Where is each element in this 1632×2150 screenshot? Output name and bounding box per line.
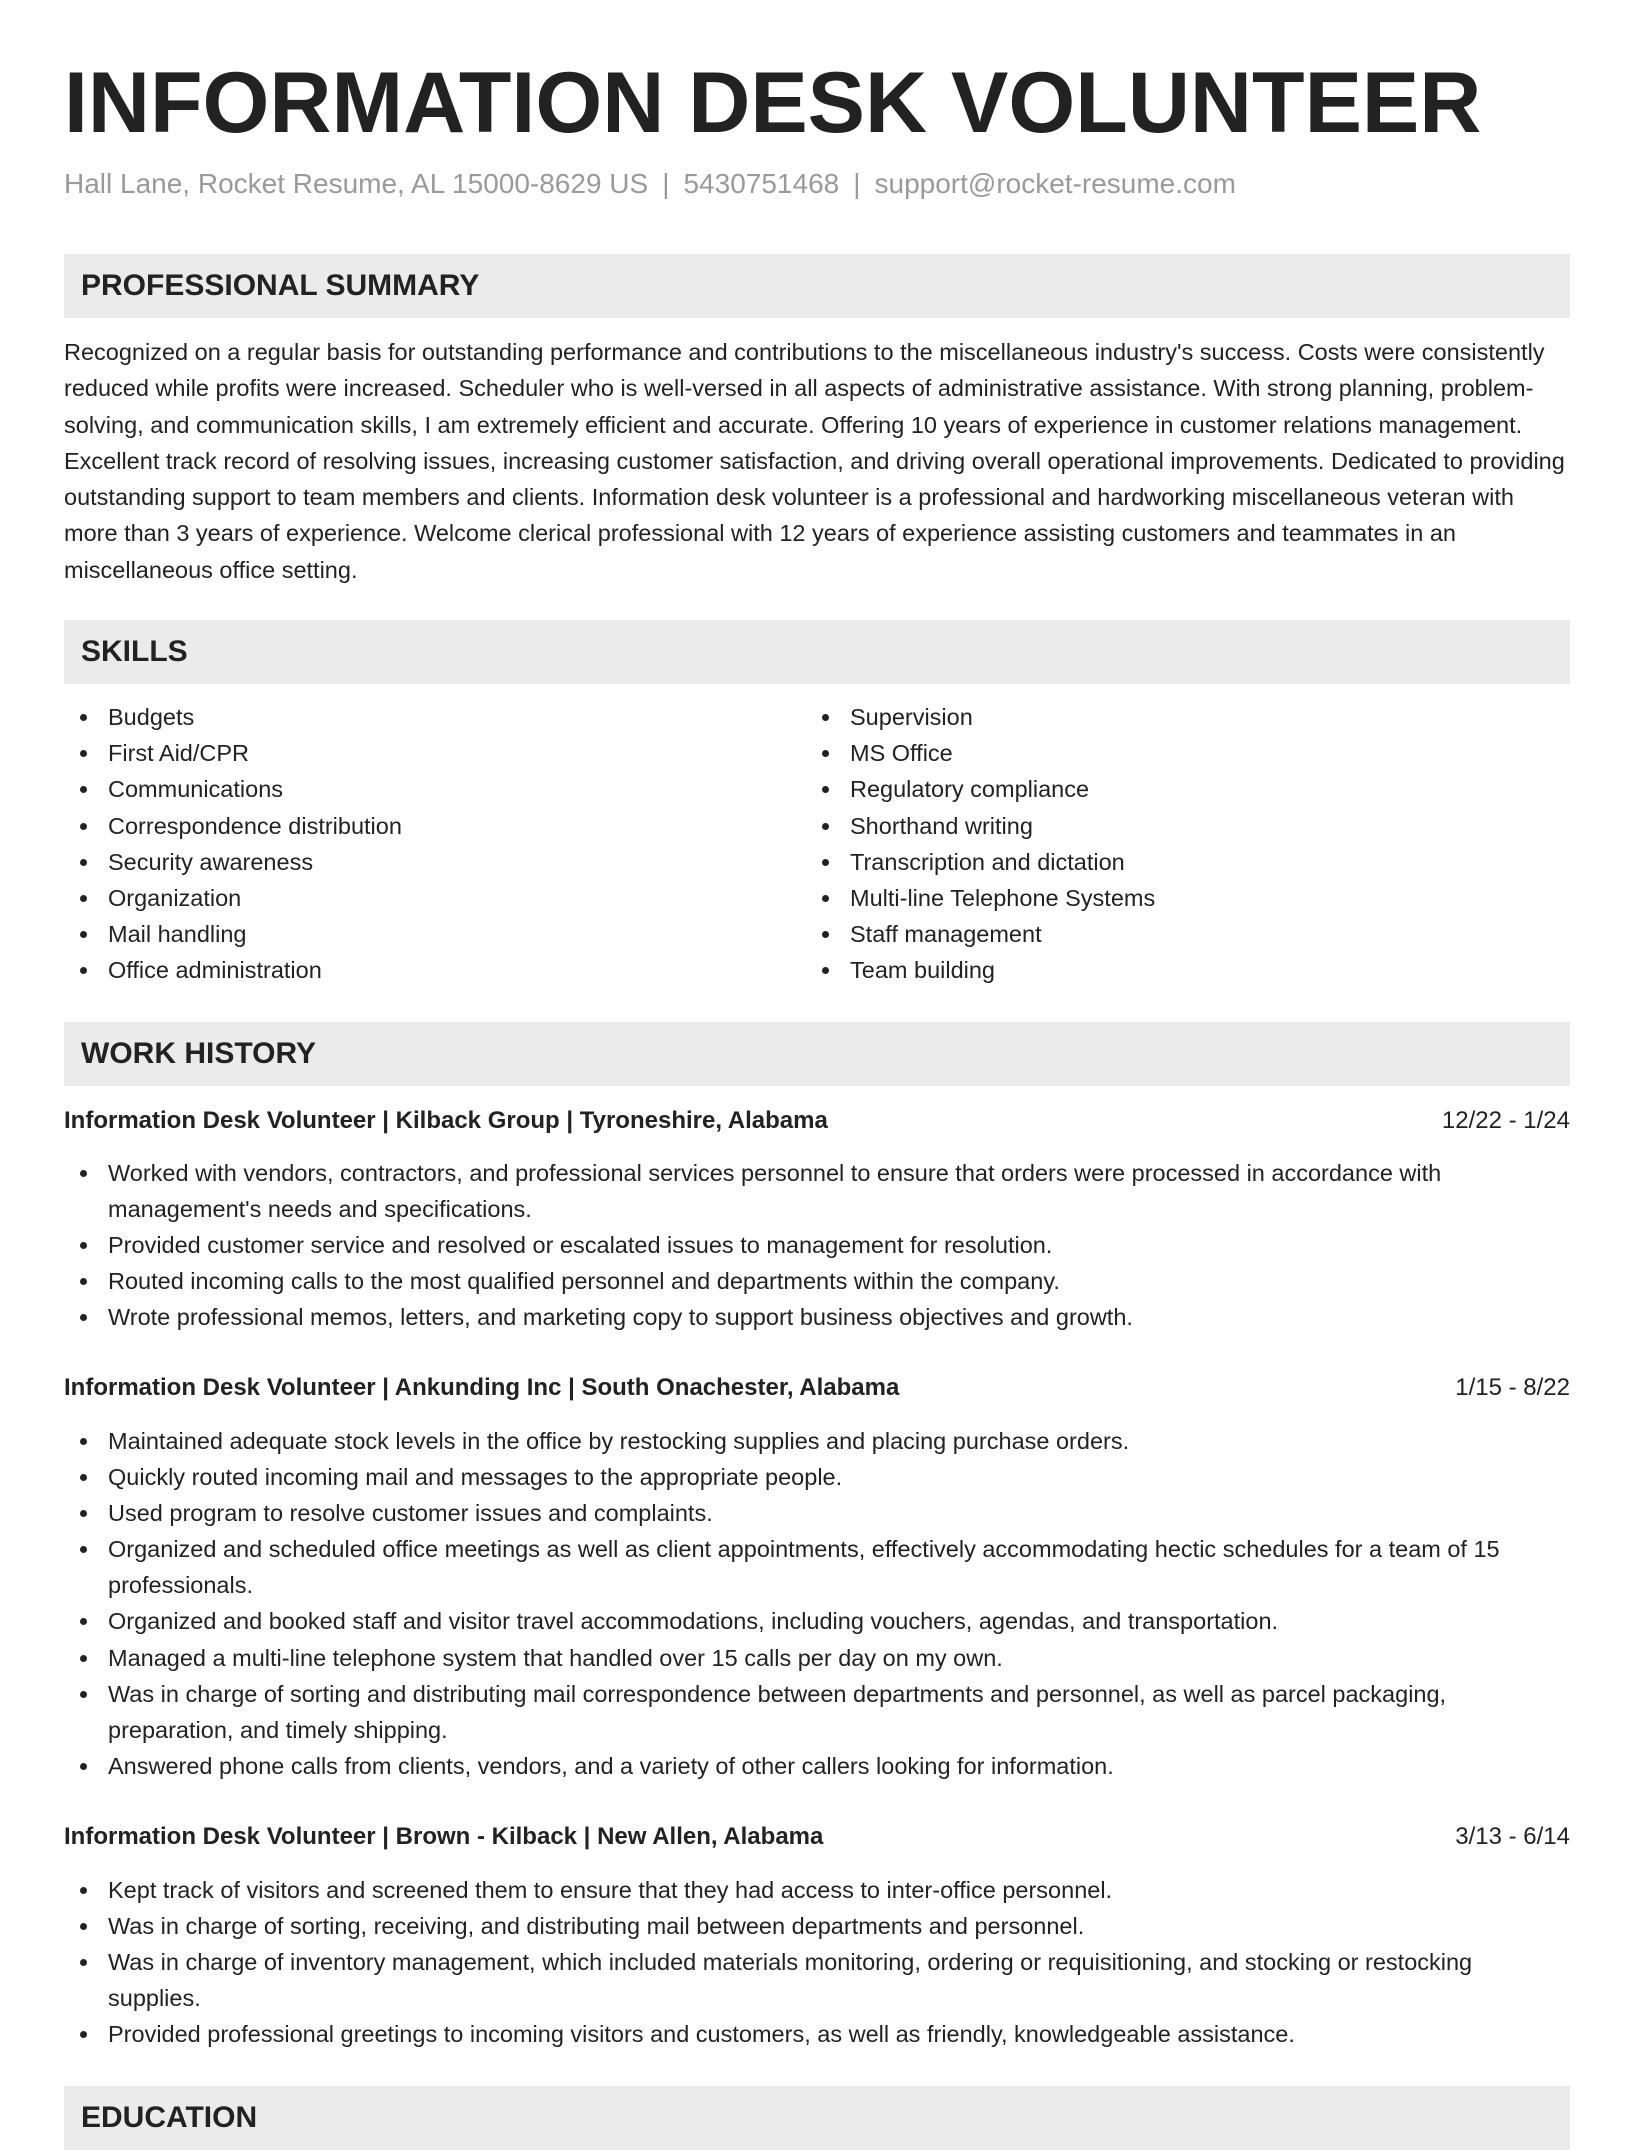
skill-item: Mail handling	[64, 916, 764, 952]
job-dates: 3/13 - 6/14	[1455, 1823, 1570, 1850]
job-bullet: Was in charge of sorting and distributing mail correspondence between departments and personnel, as well as parcel packaging, preparation, and timely shipping.	[64, 1676, 1570, 1748]
contact-separator: |	[853, 168, 861, 199]
contact-line	[64, 166, 1236, 202]
skill-item: Organization	[64, 880, 764, 916]
skill-item: Budgets	[64, 699, 764, 735]
skill-item: Staff management	[806, 916, 1506, 952]
contact-address: Hall Lane, Rocket Resume, AL 15000-8629 US	[64, 168, 649, 199]
contact-separator: |	[662, 168, 670, 199]
section-header-summary: PROFESSIONAL SUMMARY	[64, 254, 1570, 318]
job-dates: 12/22 - 1/24	[1441, 1107, 1570, 1134]
skill-item: Communications	[64, 771, 764, 807]
job-bullet: Routed incoming calls to the most qualified personnel and departments within the company.	[64, 1263, 1570, 1299]
job-bullet: Kept track of visitors and screened them to ensure that they had access to inter-office personnel.	[64, 1872, 1570, 1908]
job-bullet: Was in charge of inventory management, which included materials monitoring, ordering or requisitioning, and stocking or restocking supplies.	[64, 1944, 1570, 2016]
job-bullet: Provided customer service and resolved or escalated issues to management for resolution.	[64, 1227, 1570, 1263]
skill-item: MS Office	[806, 735, 1506, 771]
job-bullet-list	[64, 1155, 1570, 1335]
job-header	[64, 1103, 1570, 1139]
job-bullet: Organized and scheduled office meetings as well as client appointments, effectively accommodating hectic schedules for a team of 15 professionals.	[64, 1531, 1570, 1603]
section-header-work-history: WORK HISTORY	[64, 1022, 1570, 1086]
job-bullet: Used program to resolve customer issues and complaints.	[64, 1495, 1570, 1531]
job-bullet: Wrote professional memos, letters, and marketing copy to support business objectives and growth.	[64, 1299, 1570, 1335]
job-bullet-list	[64, 1872, 1570, 2052]
job-dates: 1/15 - 8/22	[1455, 1374, 1570, 1401]
contact-email: support@rocket-resume.com	[874, 168, 1236, 199]
job-bullet: Quickly routed incoming mail and messages to the appropriate people.	[64, 1459, 1570, 1495]
skill-item: Multi-line Telephone Systems	[806, 880, 1506, 916]
job-title: Information Desk Volunteer | Kilback Group | Tyroneshire, Alabama	[64, 1107, 828, 1134]
candidate-name: INFORMATION DESK VOLUNTEER	[64, 55, 1482, 151]
skill-item: Regulatory compliance	[806, 771, 1506, 807]
skill-item: Transcription and dictation	[806, 844, 1506, 880]
section-header-education: EDUCATION	[64, 2086, 1570, 2150]
contact-phone: 5430751468	[683, 168, 840, 199]
job-bullet: Answered phone calls from clients, vendors, and a variety of other callers looking for information.	[64, 1748, 1570, 1784]
job-bullet: Provided professional greetings to incoming visitors and customers, as well as friendly, knowledgeable assistance.	[64, 2016, 1570, 2052]
job-bullet-list	[64, 1423, 1570, 1784]
job-bullet: Worked with vendors, contractors, and professional services personnel to ensure that orders were processed in accordance with management's needs and specifications.	[64, 1155, 1570, 1227]
skill-item: Team building	[806, 952, 1506, 988]
job-title: Information Desk Volunteer | Brown - Kilback | New Allen, Alabama	[64, 1823, 824, 1850]
job-bullet: Was in charge of sorting, receiving, and distributing mail between departments and personnel.	[64, 1908, 1570, 1944]
skills-list-left	[64, 699, 764, 989]
skill-item: Correspondence distribution	[64, 808, 764, 844]
skill-item: First Aid/CPR	[64, 735, 764, 771]
skill-item: Supervision	[806, 699, 1506, 735]
job-header	[64, 1819, 1570, 1855]
skill-item: Shorthand writing	[806, 808, 1506, 844]
section-header-skills: SKILLS	[64, 620, 1570, 684]
job-bullet: Managed a multi-line telephone system that handled over 15 calls per day on my own.	[64, 1640, 1570, 1676]
summary-text: Recognized on a regular basis for outstanding performance and contributions to the miscellaneous industry's success. Costs were consistently reduced while profits were increased. Scheduler who is well-versed in all aspects of administrative assistance. With strong planning, problem-solving, and communication skills, I am extremely efficient and accurate. Offering 10 years of experience in customer relations management. Excellent track record of resolving issues, increasing customer satisfaction, and driving overall operational improvements. Dedicated to providing outstanding support to team members and clients. Information desk volunteer is a professional and hardworking miscellaneous veteran with more than 3 years of experience. Welcome clerical professional with 12 years of experience assisting customers and teammates in an miscellaneous office setting.	[64, 339, 1565, 583]
skill-item: Security awareness	[64, 844, 764, 880]
skill-item: Office administration	[64, 952, 764, 988]
job-bullet: Organized and booked staff and visitor travel accommodations, including vouchers, agendas, and transportation.	[64, 1603, 1570, 1639]
skills-list-right	[806, 699, 1506, 989]
job-bullet: Maintained adequate stock levels in the office by restocking supplies and placing purchase orders.	[64, 1423, 1570, 1459]
job-header	[64, 1370, 1570, 1406]
job-title: Information Desk Volunteer | Ankunding Inc | South Onachester, Alabama	[64, 1374, 900, 1401]
